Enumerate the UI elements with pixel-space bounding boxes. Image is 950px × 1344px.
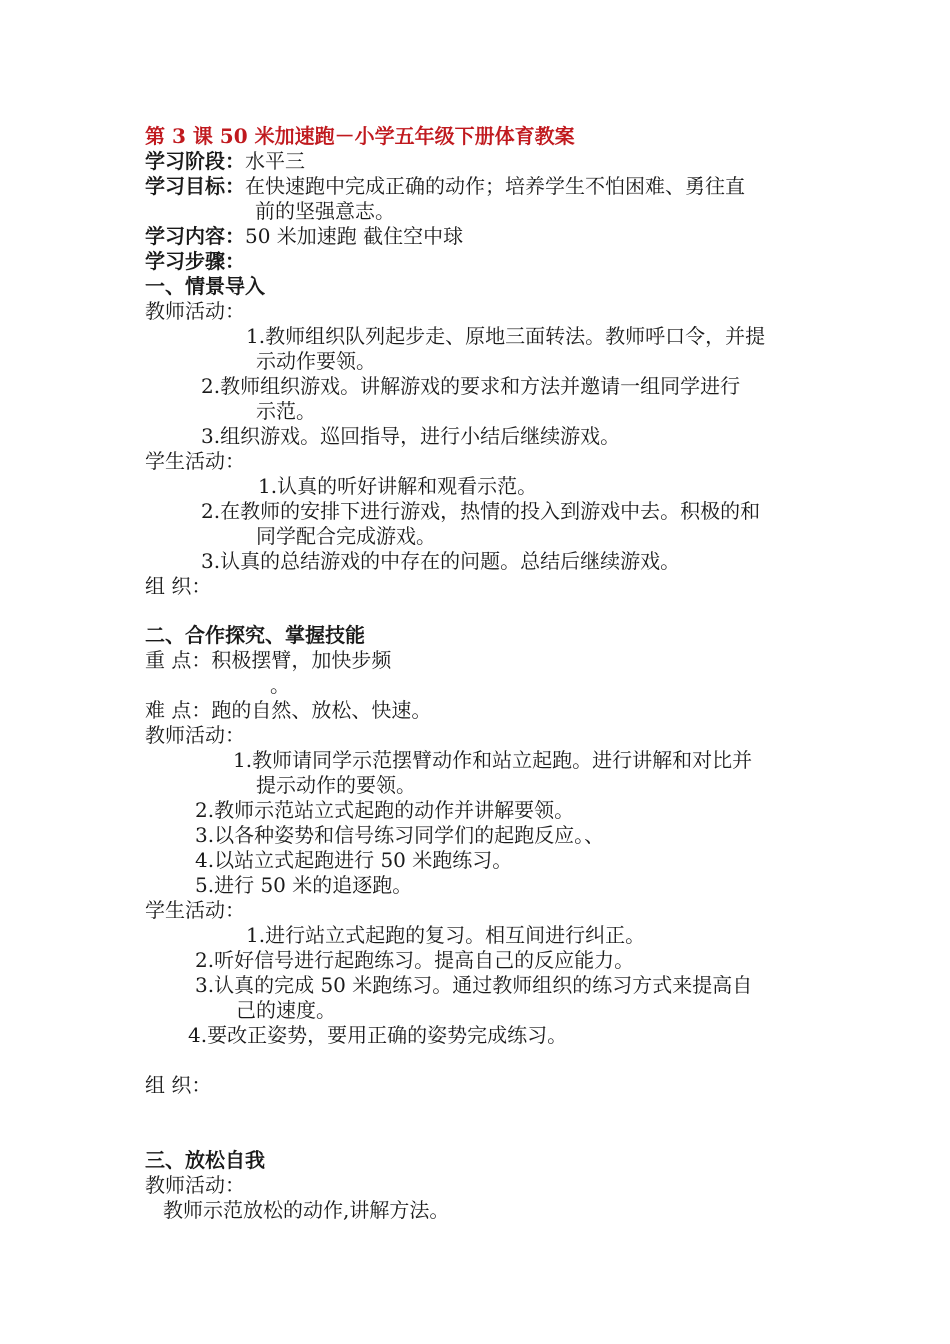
content-row (145, 224, 463, 249)
s1-teacher-item-2: 2.教师组织游戏。讲解游戏的要求和方法并邀请一组同学进行 (201, 374, 741, 398)
goal-line-2: 前的坚强意志。 (255, 199, 395, 223)
section-2-heading: 二、合作探究、掌握技能 (145, 623, 365, 647)
content-value: 50 米加速跑 截住空中球 (245, 224, 464, 248)
content-label: 学习内容： (145, 224, 245, 248)
s1-organization-label: 组 织： (145, 574, 212, 598)
section-3-heading: 三、放松自我 (145, 1148, 265, 1172)
s3-teacher-item-1: 教师示范放松的动作,讲解方法。 (163, 1198, 450, 1222)
s2-difficulty: 难 点：跑的自然、放松、快速。 (145, 698, 432, 722)
s1-student-item-2: 2.在教师的安排下进行游戏，热情的投入到游戏中去。积极的和 (201, 499, 761, 523)
s2-student-label: 学生活动： (145, 898, 245, 922)
s1-student-item-2-cont: 同学配合完成游戏。 (256, 524, 436, 548)
s2-teacher-item-5: 5.进行 50 米的追逐跑。 (195, 873, 413, 897)
s2-teacher-item-3: 3.以各种姿势和信号练习同学们的起跑反应。、 (195, 823, 605, 847)
s2-teacher-item-2: 2.教师示范站立式起跑的动作并讲解要领。 (195, 798, 575, 822)
s2-student-item-3: 3.认真的完成 50 米跑练习。通过教师组织的练习方式来提高自 (195, 973, 753, 997)
s2-student-item-4: 4.要改正姿势，要用正确的姿势完成练习。 (188, 1023, 568, 1047)
s3-teacher-label: 教师活动： (145, 1173, 245, 1197)
s2-key-point: 重 点：积极摆臂，加快步频 (145, 648, 392, 672)
stage-value: 水平三 (245, 149, 305, 173)
stage-label: 学习阶段： (145, 149, 245, 173)
s1-teacher-item-1: 1.教师组织队列起步走、原地三面转法。教师呼口令，并提 (246, 324, 766, 348)
goal-label: 学习目标： (145, 174, 245, 198)
s2-key-point-tail: 。 (270, 673, 290, 697)
s2-teacher-label: 教师活动： (145, 723, 245, 747)
s1-student-item-1: 1.认真的听好讲解和观看示范。 (258, 474, 538, 498)
steps-label: 学习步骤： (145, 249, 245, 273)
s2-teacher-item-1: 1.教师请同学示范摆臂动作和站立起跑。进行讲解和对比并 (233, 748, 753, 772)
section-1-heading: 一、情景导入 (145, 274, 265, 298)
s1-teacher-item-3: 3.组织游戏。巡回指导，进行小结后继续游戏。 (201, 424, 621, 448)
s2-student-item-3-cont: 己的速度。 (236, 998, 336, 1022)
s1-student-item-3: 3.认真的总结游戏的中存在的问题。总结后继续游戏。 (201, 549, 681, 573)
s1-teacher-label: 教师活动： (145, 299, 245, 323)
s1-student-label: 学生活动： (145, 449, 245, 473)
s2-teacher-item-1-cont: 提示动作的要领。 (256, 773, 416, 797)
s1-teacher-item-2-cont: 示范。 (256, 399, 316, 423)
s2-organization-label: 组 织： (145, 1073, 212, 1097)
s1-teacher-item-1-cont: 示动作要领。 (256, 349, 376, 373)
stage-row (145, 149, 305, 174)
s2-student-item-1: 1.进行站立式起跑的复习。相互间进行纠正。 (246, 923, 646, 947)
document-title: 第 3 课 50 米加速跑－小学五年级下册体育教案 (145, 124, 575, 148)
goal-line-1: 在快速跑中完成正确的动作；培养学生不怕困难、勇往直 (245, 174, 745, 198)
s2-teacher-item-4: 4.以站立式起跑进行 50 米跑练习。 (195, 848, 513, 872)
s2-student-item-2: 2.听好信号进行起跑练习。提高自己的反应能力。 (195, 948, 635, 972)
goal-row (145, 174, 745, 199)
